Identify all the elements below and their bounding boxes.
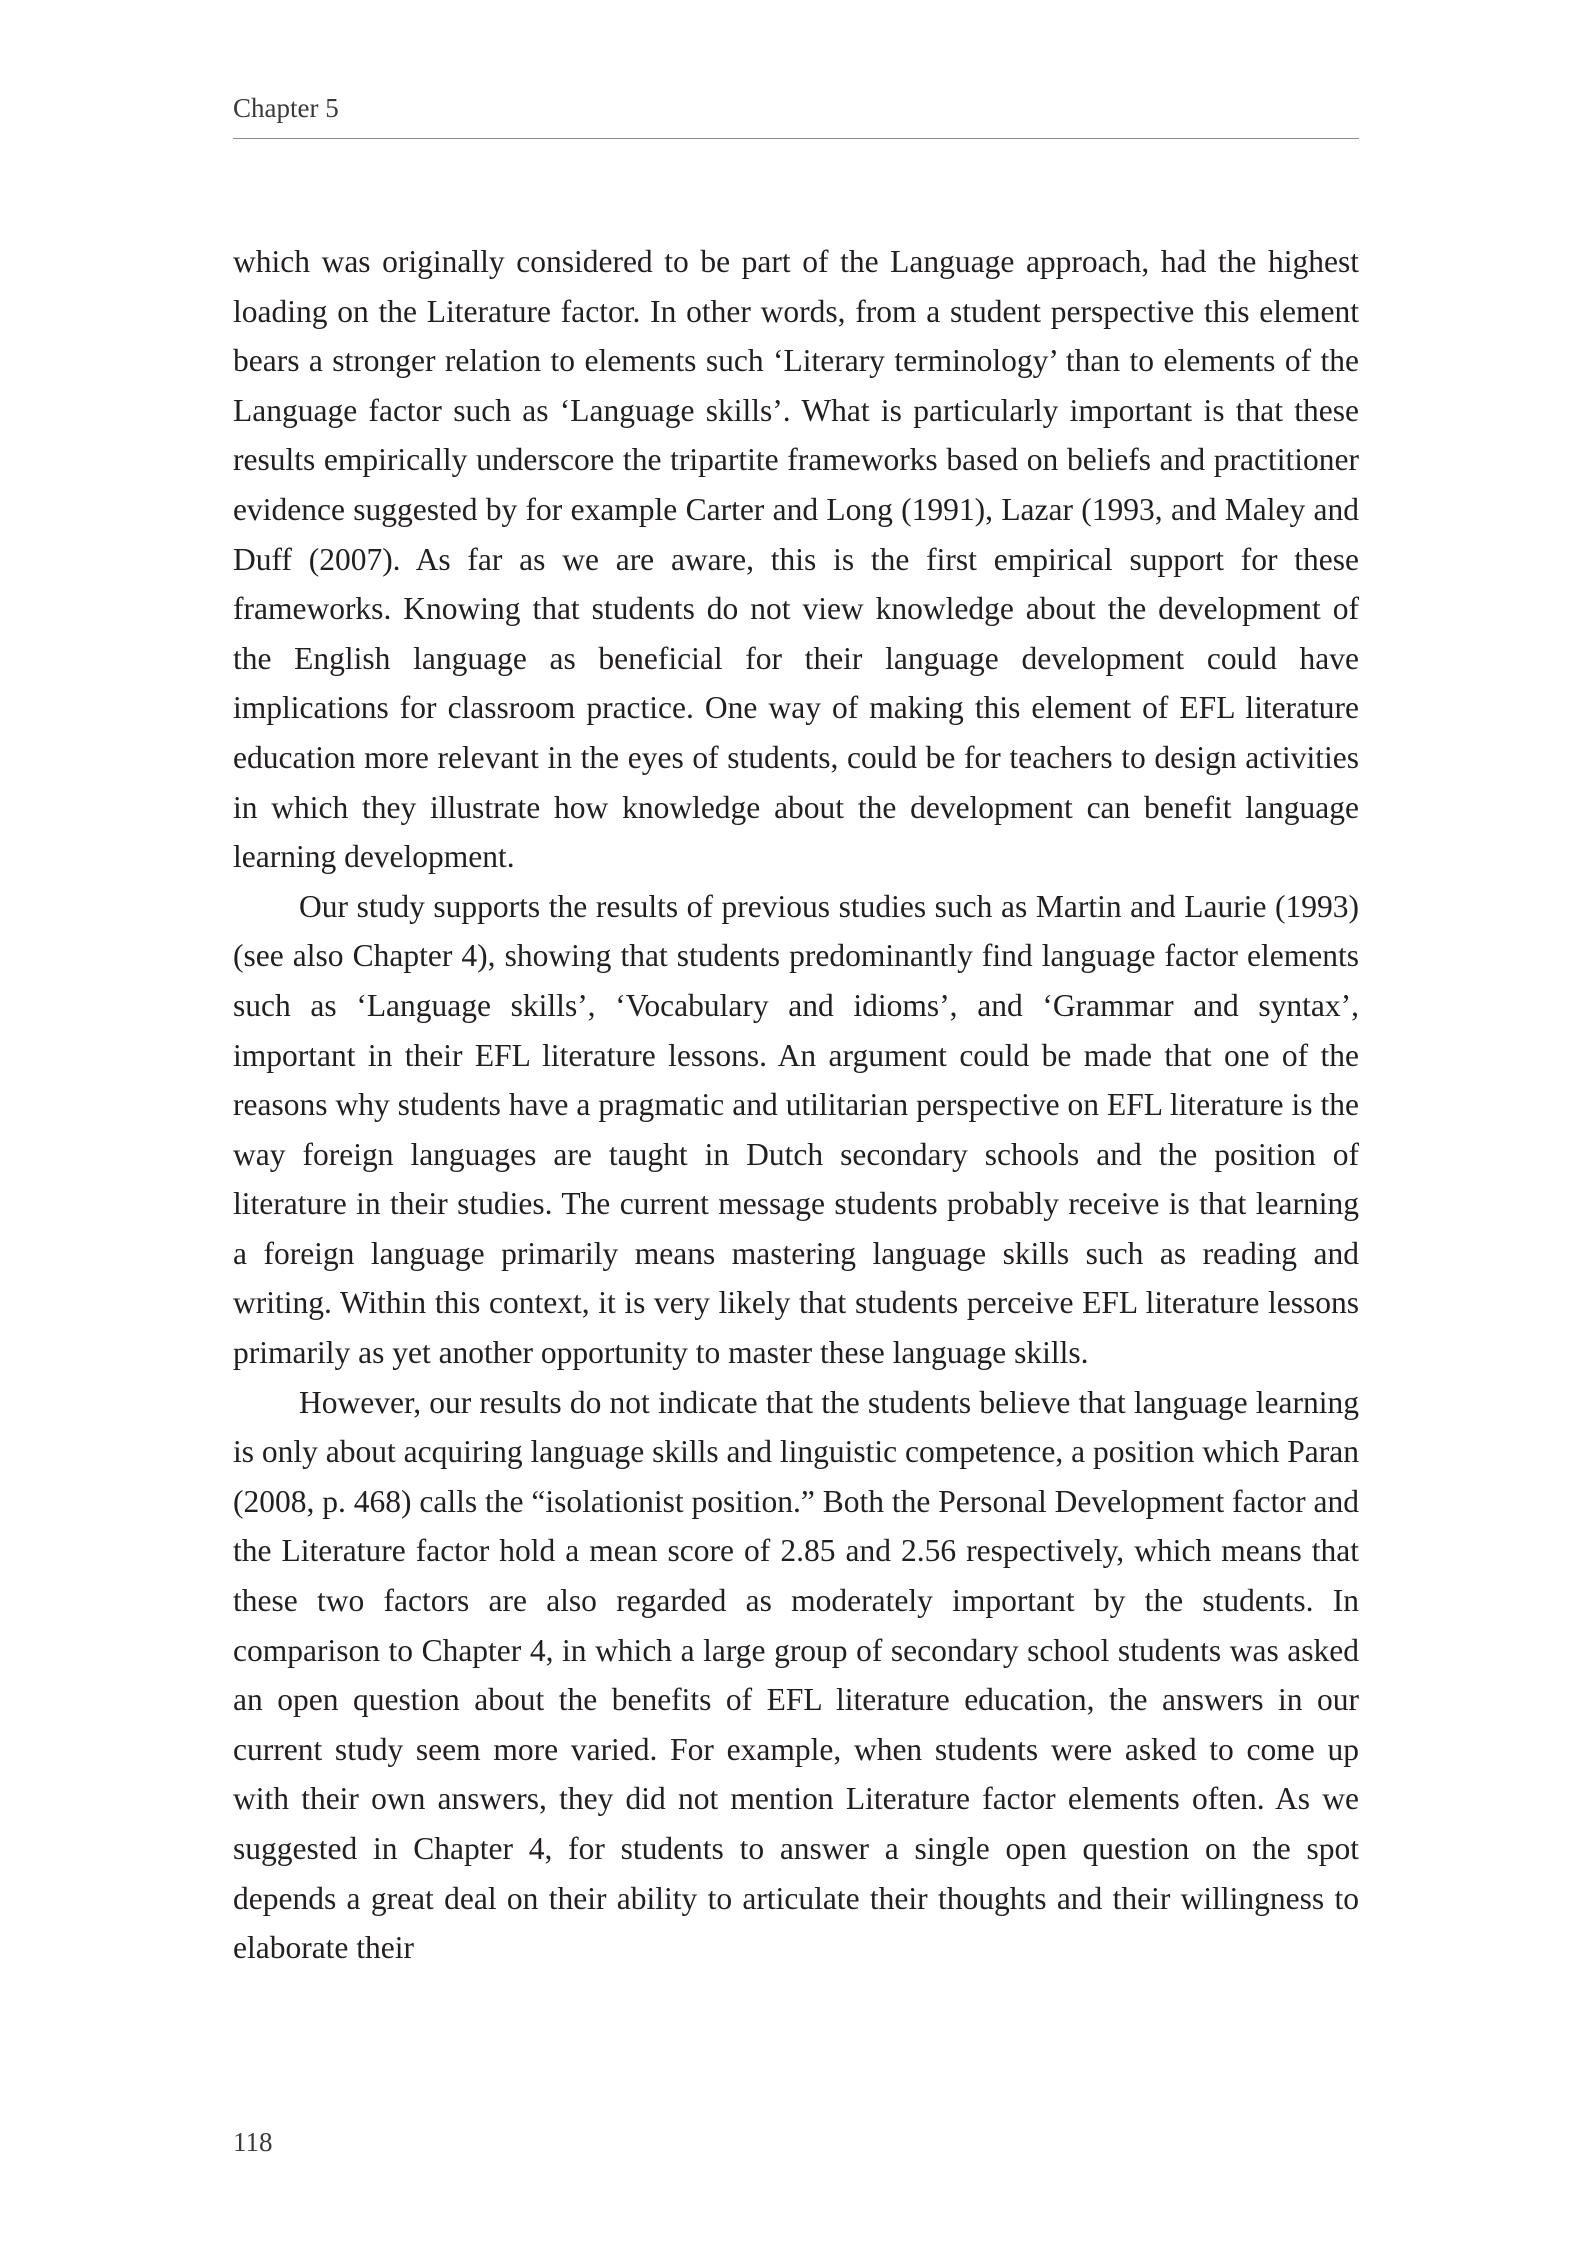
page-number: 118: [233, 2127, 273, 2157]
paragraph-however: However, our results do not indicate that the students believe that language learning is only about acquiring language skills and linguistic competence, a position which Paran (2008, p. 468) calls the “isolationist position.” Both the Personal Development factor and the Literature factor hold a mean score of 2.85 and 2.56 respectively, which means that these two factors are also regarded as moderately important by the students. In comparison to Chapter 4, in which a large group of secondary school students was asked an open question about the benefits of EFL literature education, the answers in our current study seem more varied. For example, when students were asked to come up with their own answers, they did not mention Literature factor elements often. As we suggested in Chapter 4, for students to answer a single open question on the spot depends a great deal on their ability to articulate their thoughts and their willingness to elaborate their: [233, 1384, 1359, 1966]
page-header: [233, 92, 1359, 139]
running-head: Chapter 5: [233, 93, 339, 123]
paragraph-continued: which was originally considered to be part of the Language approach, had the highest loading on the Literature factor. In other words, from a student perspective this element bears a stronger relation to elements such ‘Literary terminology’ than to elements of the Language factor such as ‘Language skills’. What is particularly important is that these results empirically underscore the tripartite frameworks based on beliefs and practitioner evidence suggested by for example Carter and Long (1991), Lazar (1993, and Maley and Duff (2007). As far as we are aware, this is the first empirical support for these frameworks. Knowing that students do not view knowledge about the development of the English language as beneficial for their language development could have implications for classroom practice. One way of making this element of EFL literature education more relevant in the eyes of students, could be for teachers to design activities in which they illustrate how knowledge about the development can benefit language learning development.: [233, 244, 1359, 875]
body-text: [233, 237, 1359, 1973]
paragraph-our-study: Our study supports the results of previous studies such as Martin and Laurie (1993) (see also Chapter 4), showing that students predominantly find language factor elements such as ‘Language skills’, ‘Vocabulary and idioms’, and ‘Grammar and syntax’, important in their EFL literature lessons. An argument could be made that one of the reasons why students have a pragmatic and utilitarian perspective on EFL literature is the way foreign languages are taught in Dutch secondary schools and the position of literature in their studies. The current message students probably receive is that learning a foreign language primarily means mastering language skills such as reading and writing. Within this context, it is very likely that students perceive EFL literature lessons primarily as yet another opportunity to master these language skills.: [233, 888, 1359, 1371]
